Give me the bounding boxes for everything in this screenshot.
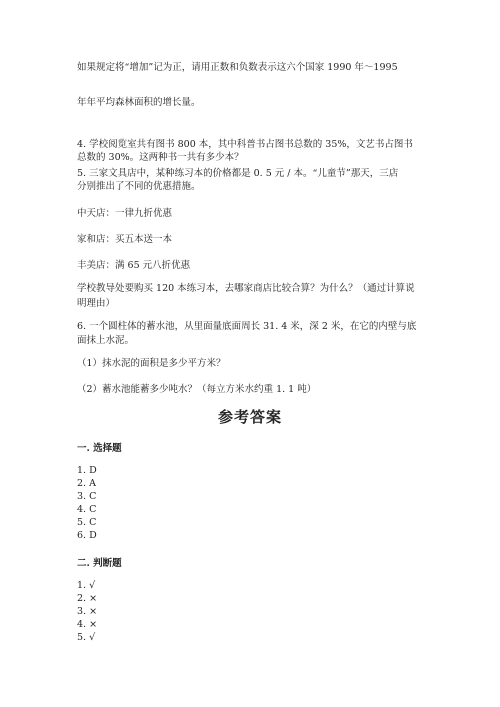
list-item: 1. √: [77, 580, 96, 591]
answer-title: 参考答案: [217, 408, 282, 426]
list-item: 2. A: [77, 478, 96, 489]
question-6-line-1: 6. 一个圆柱体的蓄水池，从里面量底面周长 31. 4 米，深 2 米，在它的内壁与底: [77, 321, 417, 332]
question-4-line-2: 总数的 30%。这两种书一共有多少本？: [77, 152, 244, 163]
question-4-line-1: 4. 学校阅览室共有图书 800 本，其中科普书占图书总数的 35%，文艺书占图书: [77, 139, 413, 150]
store-jiahe: 家和店：买五本送一本: [77, 234, 173, 245]
store-zhongtian: 中天店：一律九折优惠: [77, 208, 173, 219]
question-5-ask-line-2: 明理由）: [77, 298, 116, 309]
question-5-line-2: 分别推出了不同的优惠措施。: [77, 181, 201, 192]
section-heading-judgement: 二. 判断题: [77, 558, 122, 569]
question-5-line-1: 5. 三家文具店中，某种练习本的价格都是 0. 5 元 / 本。“儿童节”那天，三店: [77, 168, 399, 179]
question-5-ask-line-1: 学校教导处要购买 120 本练习本，去哪家商店比较合算？为什么？（通过计算说: [77, 283, 415, 294]
question-6-part-2: （2）蓄水池能蓄多少吨水？（每立方米水约重 1. 1 吨）: [77, 384, 317, 395]
store-fengmei: 丰美店：满 65 元八折优惠: [77, 260, 191, 271]
question-6-part-1: （1）抹水泥的面积是多少平方米？: [77, 358, 226, 369]
list-item: 4. ×: [77, 619, 98, 630]
question-6-line-2: 面抹上水泥。: [77, 335, 135, 346]
paragraph-line: 如果规定将“增加”记为正，请用正数和负数表示这六个国家 1990 年～1995: [77, 62, 398, 73]
judgement-answer-list: [77, 579, 97, 644]
paragraph-line: 年年平均森林面积的增长量。: [77, 97, 201, 108]
choice-answer-list: [77, 464, 97, 542]
list-item: 5. √: [77, 632, 96, 643]
list-item: 4. C: [77, 504, 97, 515]
list-item: 6. D: [77, 530, 97, 541]
list-item: 2. ×: [77, 593, 98, 604]
list-item: 3. ×: [77, 606, 98, 617]
list-item: 5. C: [77, 517, 97, 528]
section-heading-choice: 一. 选择题: [77, 443, 122, 454]
list-item: 3. C: [77, 491, 97, 502]
list-item: 1. D: [77, 465, 97, 476]
